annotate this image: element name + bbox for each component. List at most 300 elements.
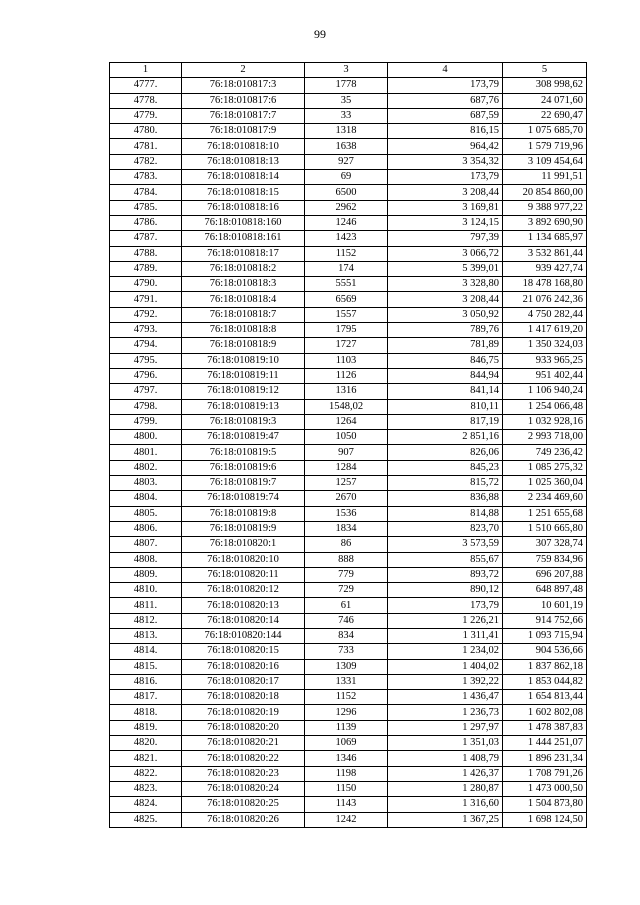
cadastral-value-cell: 24 071,60 <box>503 93 587 108</box>
area-cell: 1069 <box>305 736 388 751</box>
row-number-cell: 4792. <box>110 307 182 322</box>
cadastral-number-cell: 76:18:010819:47 <box>182 430 305 445</box>
cadastral-value-cell: 10 601,19 <box>503 598 587 613</box>
table-row <box>110 537 587 552</box>
column-header: 2 <box>182 63 305 78</box>
specific-value-cell: 173,79 <box>388 170 503 185</box>
table-row <box>110 613 587 628</box>
table-row <box>110 674 587 689</box>
specific-value-cell: 890,12 <box>388 583 503 598</box>
row-number-cell: 4814. <box>110 644 182 659</box>
area-cell: 5551 <box>305 277 388 292</box>
table-row <box>110 491 587 506</box>
cadastral-number-cell: 76:18:010820:1 <box>182 537 305 552</box>
area-cell: 1198 <box>305 766 388 781</box>
area-cell: 1331 <box>305 674 388 689</box>
table-row <box>110 170 587 185</box>
area-cell: 1143 <box>305 797 388 812</box>
cadastral-value-cell: 9 388 977,22 <box>503 200 587 215</box>
area-cell: 927 <box>305 154 388 169</box>
cadastral-value-cell: 1 504 873,80 <box>503 797 587 812</box>
cadastral-value-cell: 21 076 242,36 <box>503 292 587 307</box>
cadastral-number-cell: 76:18:010820:23 <box>182 766 305 781</box>
row-number-cell: 4809. <box>110 567 182 582</box>
specific-value-cell: 3 208,44 <box>388 185 503 200</box>
cadastral-number-cell: 76:18:010818:3 <box>182 277 305 292</box>
cadastral-value-cell: 3 532 861,44 <box>503 246 587 261</box>
row-number-cell: 4816. <box>110 674 182 689</box>
cadastral-value-cell: 1 350 324,03 <box>503 338 587 353</box>
row-number-cell: 4796. <box>110 368 182 383</box>
cadastral-number-cell: 76:18:010818:161 <box>182 231 305 246</box>
cadastral-number-cell: 76:18:010819:10 <box>182 353 305 368</box>
row-number-cell: 4799. <box>110 414 182 429</box>
cadastral-value-cell: 20 854 860,00 <box>503 185 587 200</box>
cadastral-number-cell: 76:18:010819:5 <box>182 445 305 460</box>
area-cell: 1126 <box>305 368 388 383</box>
table-row <box>110 690 587 705</box>
row-number-cell: 4780. <box>110 124 182 139</box>
specific-value-cell: 687,59 <box>388 108 503 123</box>
area-cell: 1264 <box>305 414 388 429</box>
cadastral-number-cell: 76:18:010818:14 <box>182 170 305 185</box>
cadastral-number-cell: 76:18:010820:26 <box>182 812 305 827</box>
table-row <box>110 246 587 261</box>
area-cell: 888 <box>305 552 388 567</box>
row-number-cell: 4806. <box>110 521 182 536</box>
specific-value-cell: 893,72 <box>388 567 503 582</box>
cadastral-number-cell: 76:18:010820:20 <box>182 720 305 735</box>
table-row <box>110 185 587 200</box>
row-number-cell: 4817. <box>110 690 182 705</box>
area-cell: 6569 <box>305 292 388 307</box>
area-cell: 1296 <box>305 705 388 720</box>
cadastral-number-cell: 76:18:010818:8 <box>182 323 305 338</box>
cadastral-number-cell: 76:18:010820:144 <box>182 628 305 643</box>
table-row <box>110 93 587 108</box>
row-number-cell: 4815. <box>110 659 182 674</box>
cadastral-value-cell: 1 478 387,83 <box>503 720 587 735</box>
page-number: 99 <box>314 27 326 41</box>
row-number-cell: 4785. <box>110 200 182 215</box>
cadastral-value-cell: 904 536,66 <box>503 644 587 659</box>
area-cell: 1318 <box>305 124 388 139</box>
row-number-cell: 4798. <box>110 399 182 414</box>
row-number-cell: 4794. <box>110 338 182 353</box>
cadastral-value-cell: 2 993 718,00 <box>503 430 587 445</box>
area-cell: 69 <box>305 170 388 185</box>
specific-value-cell: 781,89 <box>388 338 503 353</box>
table-row <box>110 154 587 169</box>
cadastral-value-cell: 1 254 066,48 <box>503 399 587 414</box>
area-cell: 33 <box>305 108 388 123</box>
cadastral-value-cell: 18 478 168,80 <box>503 277 587 292</box>
cadastral-value-cell: 696 207,88 <box>503 567 587 582</box>
table-row <box>110 399 587 414</box>
column-header: 3 <box>305 63 388 78</box>
area-cell: 1284 <box>305 460 388 475</box>
table-row <box>110 766 587 781</box>
row-number-cell: 4820. <box>110 736 182 751</box>
cadastral-number-cell: 76:18:010820:12 <box>182 583 305 598</box>
column-header: 1 <box>110 63 182 78</box>
table-row <box>110 736 587 751</box>
row-number-cell: 4819. <box>110 720 182 735</box>
table-row <box>110 108 587 123</box>
row-number-cell: 4778. <box>110 93 182 108</box>
table-row <box>110 292 587 307</box>
cadastral-value-cell: 1 510 665,80 <box>503 521 587 536</box>
table-row <box>110 384 587 399</box>
table-header <box>110 63 587 78</box>
area-cell: 1050 <box>305 430 388 445</box>
cadastral-number-cell: 76:18:010820:14 <box>182 613 305 628</box>
table-row <box>110 430 587 445</box>
cadastral-number-cell: 76:18:010818:16 <box>182 200 305 215</box>
table-row <box>110 78 587 93</box>
specific-value-cell: 816,15 <box>388 124 503 139</box>
table-row <box>110 567 587 582</box>
table-row <box>110 506 587 521</box>
specific-value-cell: 2 851,16 <box>388 430 503 445</box>
specific-value-cell: 855,67 <box>388 552 503 567</box>
specific-value-cell: 817,19 <box>388 414 503 429</box>
cadastral-number-cell: 76:18:010819:11 <box>182 368 305 383</box>
row-number-cell: 4805. <box>110 506 182 521</box>
cadastral-value-cell: 4 750 282,44 <box>503 307 587 322</box>
table-row <box>110 353 587 368</box>
area-cell: 2670 <box>305 491 388 506</box>
cadastral-number-cell: 76:18:010819:7 <box>182 476 305 491</box>
specific-value-cell: 1 436,47 <box>388 690 503 705</box>
specific-value-cell: 3 573,59 <box>388 537 503 552</box>
cadastral-number-cell: 76:18:010820:17 <box>182 674 305 689</box>
area-cell: 1548,02 <box>305 399 388 414</box>
cadastral-value-cell: 749 236,42 <box>503 445 587 460</box>
row-number-cell: 4818. <box>110 705 182 720</box>
area-cell: 86 <box>305 537 388 552</box>
row-number-cell: 4800. <box>110 430 182 445</box>
cadastral-number-cell: 76:18:010818:2 <box>182 261 305 276</box>
cadastral-value-cell: 914 752,66 <box>503 613 587 628</box>
specific-value-cell: 964,42 <box>388 139 503 154</box>
specific-value-cell: 3 066,72 <box>388 246 503 261</box>
column-header: 5 <box>503 63 587 78</box>
specific-value-cell: 173,79 <box>388 78 503 93</box>
row-number-cell: 4803. <box>110 476 182 491</box>
specific-value-cell: 3 328,80 <box>388 277 503 292</box>
table-row <box>110 720 587 735</box>
row-number-cell: 4779. <box>110 108 182 123</box>
specific-value-cell: 841,14 <box>388 384 503 399</box>
table-row <box>110 659 587 674</box>
table-row <box>110 338 587 353</box>
specific-value-cell: 3 124,15 <box>388 215 503 230</box>
specific-value-cell: 826,06 <box>388 445 503 460</box>
specific-value-cell: 3 050,92 <box>388 307 503 322</box>
cadastral-number-cell: 76:18:010819:6 <box>182 460 305 475</box>
cadastral-value-cell: 1 134 685,97 <box>503 231 587 246</box>
table-row <box>110 368 587 383</box>
area-cell: 1150 <box>305 781 388 796</box>
table-row <box>110 521 587 536</box>
cadastral-value-cell: 11 991,51 <box>503 170 587 185</box>
cadastral-value-cell: 1 085 275,32 <box>503 460 587 475</box>
row-number-cell: 4789. <box>110 261 182 276</box>
cadastral-value-cell: 951 402,44 <box>503 368 587 383</box>
cadastral-value-cell: 1 602 802,08 <box>503 705 587 720</box>
specific-value-cell: 1 404,02 <box>388 659 503 674</box>
cadastral-number-cell: 76:18:010817:9 <box>182 124 305 139</box>
specific-value-cell: 836,88 <box>388 491 503 506</box>
area-cell: 61 <box>305 598 388 613</box>
cadastral-number-cell: 76:18:010819:3 <box>182 414 305 429</box>
area-cell: 174 <box>305 261 388 276</box>
row-number-cell: 4793. <box>110 323 182 338</box>
table-body <box>110 78 587 828</box>
row-number-cell: 4804. <box>110 491 182 506</box>
area-cell: 1778 <box>305 78 388 93</box>
specific-value-cell: 1 426,37 <box>388 766 503 781</box>
table-row <box>110 124 587 139</box>
area-cell: 6500 <box>305 185 388 200</box>
specific-value-cell: 1 236,73 <box>388 705 503 720</box>
area-cell: 907 <box>305 445 388 460</box>
table-row <box>110 476 587 491</box>
table-row <box>110 323 587 338</box>
specific-value-cell: 1 392,22 <box>388 674 503 689</box>
row-number-cell: 4825. <box>110 812 182 827</box>
specific-value-cell: 3 169,81 <box>388 200 503 215</box>
cadastral-value-table <box>109 62 587 828</box>
row-number-cell: 4812. <box>110 613 182 628</box>
area-cell: 729 <box>305 583 388 598</box>
table-row <box>110 705 587 720</box>
table-row <box>110 445 587 460</box>
table-row <box>110 797 587 812</box>
area-cell: 1346 <box>305 751 388 766</box>
area-cell: 1536 <box>305 506 388 521</box>
row-number-cell: 4781. <box>110 139 182 154</box>
specific-value-cell: 173,79 <box>388 598 503 613</box>
specific-value-cell: 846,75 <box>388 353 503 368</box>
cadastral-value-cell: 1 032 928,16 <box>503 414 587 429</box>
row-number-cell: 4821. <box>110 751 182 766</box>
cadastral-value-cell: 308 998,62 <box>503 78 587 93</box>
row-number-cell: 4786. <box>110 215 182 230</box>
table-row <box>110 460 587 475</box>
cadastral-value-cell: 3 892 690,90 <box>503 215 587 230</box>
cadastral-number-cell: 76:18:010818:7 <box>182 307 305 322</box>
specific-value-cell: 3 208,44 <box>388 292 503 307</box>
area-cell: 746 <box>305 613 388 628</box>
table-row <box>110 139 587 154</box>
area-cell: 1727 <box>305 338 388 353</box>
table-row <box>110 583 587 598</box>
cadastral-value-cell: 1 251 655,68 <box>503 506 587 521</box>
specific-value-cell: 5 399,01 <box>388 261 503 276</box>
cadastral-number-cell: 76:18:010820:10 <box>182 552 305 567</box>
specific-value-cell: 1 351,03 <box>388 736 503 751</box>
area-cell: 1152 <box>305 246 388 261</box>
cadastral-value-cell: 1 837 862,18 <box>503 659 587 674</box>
area-cell: 2962 <box>305 200 388 215</box>
row-number-cell: 4813. <box>110 628 182 643</box>
area-cell: 35 <box>305 93 388 108</box>
cadastral-value-cell: 939 427,74 <box>503 261 587 276</box>
table-row <box>110 215 587 230</box>
cadastral-value-cell: 307 328,74 <box>503 537 587 552</box>
specific-value-cell: 687,76 <box>388 93 503 108</box>
cadastral-number-cell: 76:18:010818:17 <box>182 246 305 261</box>
row-number-cell: 4810. <box>110 583 182 598</box>
cadastral-number-cell: 76:18:010817:6 <box>182 93 305 108</box>
cadastral-value-cell: 1 075 685,70 <box>503 124 587 139</box>
cadastral-value-cell: 648 897,48 <box>503 583 587 598</box>
area-cell: 834 <box>305 628 388 643</box>
row-number-cell: 4802. <box>110 460 182 475</box>
row-number-cell: 4787. <box>110 231 182 246</box>
row-number-cell: 4823. <box>110 781 182 796</box>
area-cell: 1795 <box>305 323 388 338</box>
table-row <box>110 231 587 246</box>
row-number-cell: 4808. <box>110 552 182 567</box>
specific-value-cell: 1 367,25 <box>388 812 503 827</box>
cadastral-number-cell: 76:18:010820:18 <box>182 690 305 705</box>
cadastral-number-cell: 76:18:010818:160 <box>182 215 305 230</box>
cadastral-value-cell: 22 690,47 <box>503 108 587 123</box>
table-row <box>110 200 587 215</box>
specific-value-cell: 815,72 <box>388 476 503 491</box>
cadastral-number-cell: 76:18:010820:13 <box>182 598 305 613</box>
cadastral-value-cell: 759 834,96 <box>503 552 587 567</box>
specific-value-cell: 789,76 <box>388 323 503 338</box>
cadastral-value-cell: 1 473 000,50 <box>503 781 587 796</box>
area-cell: 1103 <box>305 353 388 368</box>
table-row <box>110 781 587 796</box>
cadastral-number-cell: 76:18:010820:21 <box>182 736 305 751</box>
cadastral-value-cell: 1 698 124,50 <box>503 812 587 827</box>
cadastral-number-cell: 76:18:010820:11 <box>182 567 305 582</box>
area-cell: 1139 <box>305 720 388 735</box>
specific-value-cell: 3 354,32 <box>388 154 503 169</box>
area-cell: 779 <box>305 567 388 582</box>
cadastral-value-cell: 933 965,25 <box>503 353 587 368</box>
cadastral-value-cell: 1 853 044,82 <box>503 674 587 689</box>
table-row <box>110 261 587 276</box>
area-cell: 733 <box>305 644 388 659</box>
cadastral-value-cell: 1 654 813,44 <box>503 690 587 705</box>
row-number-cell: 4790. <box>110 277 182 292</box>
specific-value-cell: 1 280,87 <box>388 781 503 796</box>
area-cell: 1423 <box>305 231 388 246</box>
cadastral-value-cell: 1 025 360,04 <box>503 476 587 491</box>
table-row <box>110 414 587 429</box>
cadastral-number-cell: 76:18:010817:7 <box>182 108 305 123</box>
row-number-cell: 4822. <box>110 766 182 781</box>
specific-value-cell: 845,23 <box>388 460 503 475</box>
cadastral-value-cell: 1 896 231,34 <box>503 751 587 766</box>
row-number-cell: 4791. <box>110 292 182 307</box>
cadastral-value-cell: 1 093 715,94 <box>503 628 587 643</box>
cadastral-value-cell: 1 444 251,07 <box>503 736 587 751</box>
cadastral-value-cell: 3 109 454,64 <box>503 154 587 169</box>
cadastral-number-cell: 76:18:010820:19 <box>182 705 305 720</box>
row-number-cell: 4811. <box>110 598 182 613</box>
row-number-cell: 4801. <box>110 445 182 460</box>
table-row <box>110 644 587 659</box>
cadastral-value-cell: 1 708 791,26 <box>503 766 587 781</box>
cadastral-value-cell: 1 417 619,20 <box>503 323 587 338</box>
cadastral-number-cell: 76:18:010819:8 <box>182 506 305 521</box>
cadastral-number-cell: 76:18:010819:13 <box>182 399 305 414</box>
row-number-cell: 4788. <box>110 246 182 261</box>
area-cell: 1246 <box>305 215 388 230</box>
table-row <box>110 751 587 766</box>
row-number-cell: 4797. <box>110 384 182 399</box>
header-row <box>110 63 587 78</box>
cadastral-number-cell: 76:18:010819:12 <box>182 384 305 399</box>
specific-value-cell: 1 311,41 <box>388 628 503 643</box>
cadastral-number-cell: 76:18:010820:24 <box>182 781 305 796</box>
specific-value-cell: 844,94 <box>388 368 503 383</box>
row-number-cell: 4784. <box>110 185 182 200</box>
row-number-cell: 4824. <box>110 797 182 812</box>
row-number-cell: 4783. <box>110 170 182 185</box>
specific-value-cell: 1 226,21 <box>388 613 503 628</box>
column-header: 4 <box>388 63 503 78</box>
area-cell: 1316 <box>305 384 388 399</box>
cadastral-value-cell: 2 234 469,60 <box>503 491 587 506</box>
cadastral-number-cell: 76:18:010820:22 <box>182 751 305 766</box>
row-number-cell: 4795. <box>110 353 182 368</box>
area-cell: 1152 <box>305 690 388 705</box>
specific-value-cell: 797,39 <box>388 231 503 246</box>
cadastral-number-cell: 76:18:010818:4 <box>182 292 305 307</box>
row-number-cell: 4807. <box>110 537 182 552</box>
cadastral-value-cell: 1 579 719,96 <box>503 139 587 154</box>
area-cell: 1834 <box>305 521 388 536</box>
cadastral-value-cell: 1 106 940,24 <box>503 384 587 399</box>
specific-value-cell: 1 297,97 <box>388 720 503 735</box>
specific-value-cell: 1 316,60 <box>388 797 503 812</box>
cadastral-number-cell: 76:18:010820:25 <box>182 797 305 812</box>
table-row <box>110 598 587 613</box>
row-number-cell: 4782. <box>110 154 182 169</box>
area-cell: 1638 <box>305 139 388 154</box>
specific-value-cell: 1 408,79 <box>388 751 503 766</box>
specific-value-cell: 1 234,02 <box>388 644 503 659</box>
cadastral-number-cell: 76:18:010818:9 <box>182 338 305 353</box>
cadastral-number-cell: 76:18:010818:10 <box>182 139 305 154</box>
cadastral-number-cell: 76:18:010819:74 <box>182 491 305 506</box>
table-row <box>110 307 587 322</box>
area-cell: 1242 <box>305 812 388 827</box>
table-row <box>110 552 587 567</box>
cadastral-number-cell: 76:18:010820:16 <box>182 659 305 674</box>
cadastral-number-cell: 76:18:010818:15 <box>182 185 305 200</box>
area-cell: 1309 <box>305 659 388 674</box>
specific-value-cell: 814,88 <box>388 506 503 521</box>
cadastral-number-cell: 76:18:010820:15 <box>182 644 305 659</box>
cadastral-number-cell: 76:18:010819:9 <box>182 521 305 536</box>
table-row <box>110 277 587 292</box>
specific-value-cell: 823,70 <box>388 521 503 536</box>
table-row <box>110 628 587 643</box>
area-cell: 1257 <box>305 476 388 491</box>
area-cell: 1557 <box>305 307 388 322</box>
row-number-cell: 4777. <box>110 78 182 93</box>
